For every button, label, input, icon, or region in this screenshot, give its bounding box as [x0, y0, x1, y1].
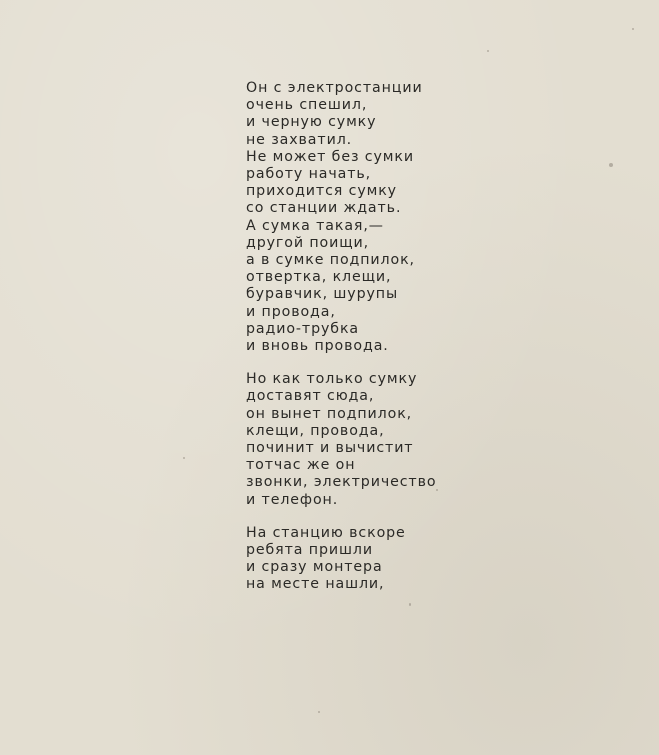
poem-line: работу начать,: [246, 166, 372, 183]
stanza-3: [246, 525, 506, 594]
paper-speck: [609, 163, 613, 167]
poem-line: Но как только сумку: [246, 371, 418, 388]
poem-line: и провода,: [246, 303, 336, 320]
poem-line: доставят сюда,: [246, 388, 375, 405]
poem-line: звонки, электричество: [246, 474, 437, 491]
poem-line: со станции ждать.: [246, 200, 402, 217]
paper-speck: [487, 50, 489, 52]
paper-speck: [318, 711, 320, 713]
poem-line: он вынет подпилок,: [246, 405, 413, 422]
poem-line: починит и вычистит: [246, 440, 414, 457]
poem-line: Не может без сумки: [246, 148, 414, 165]
poem-line: и телефон.: [246, 491, 339, 508]
poem-line: радио-трубка: [246, 320, 360, 337]
poem-line: ребята пришли: [246, 542, 373, 559]
poem-line: и вновь провода.: [246, 338, 389, 355]
poem-line: А сумка такая,—: [246, 217, 384, 234]
poem-line: отвертка, клещи,: [246, 269, 392, 286]
poem-line: буравчик, шурупы: [246, 286, 399, 303]
poem-line: не захватил.: [246, 131, 353, 148]
poem-line: На станцию вскоре: [246, 524, 406, 541]
paper-speck: [183, 457, 185, 459]
poem-line: клещи, провода,: [246, 422, 385, 439]
poem-line: и сразу монтера: [246, 559, 383, 576]
poem-line: очень спешил,: [246, 97, 368, 114]
poem-line: на месте нашли,: [246, 576, 385, 593]
poem-line: тотчас же он: [246, 457, 356, 474]
poem-line: а в сумке подпилок,: [246, 252, 415, 269]
paper-speck: [632, 28, 634, 30]
poem-line: Он с электростанции: [246, 80, 423, 96]
stanza-2: [246, 371, 506, 509]
poem-text: [246, 80, 506, 610]
stanza-1: [246, 80, 506, 355]
poem-line: и черную сумку: [246, 114, 377, 131]
poem-line: другой поищи,: [246, 234, 370, 251]
poem-line: приходится сумку: [246, 183, 397, 200]
